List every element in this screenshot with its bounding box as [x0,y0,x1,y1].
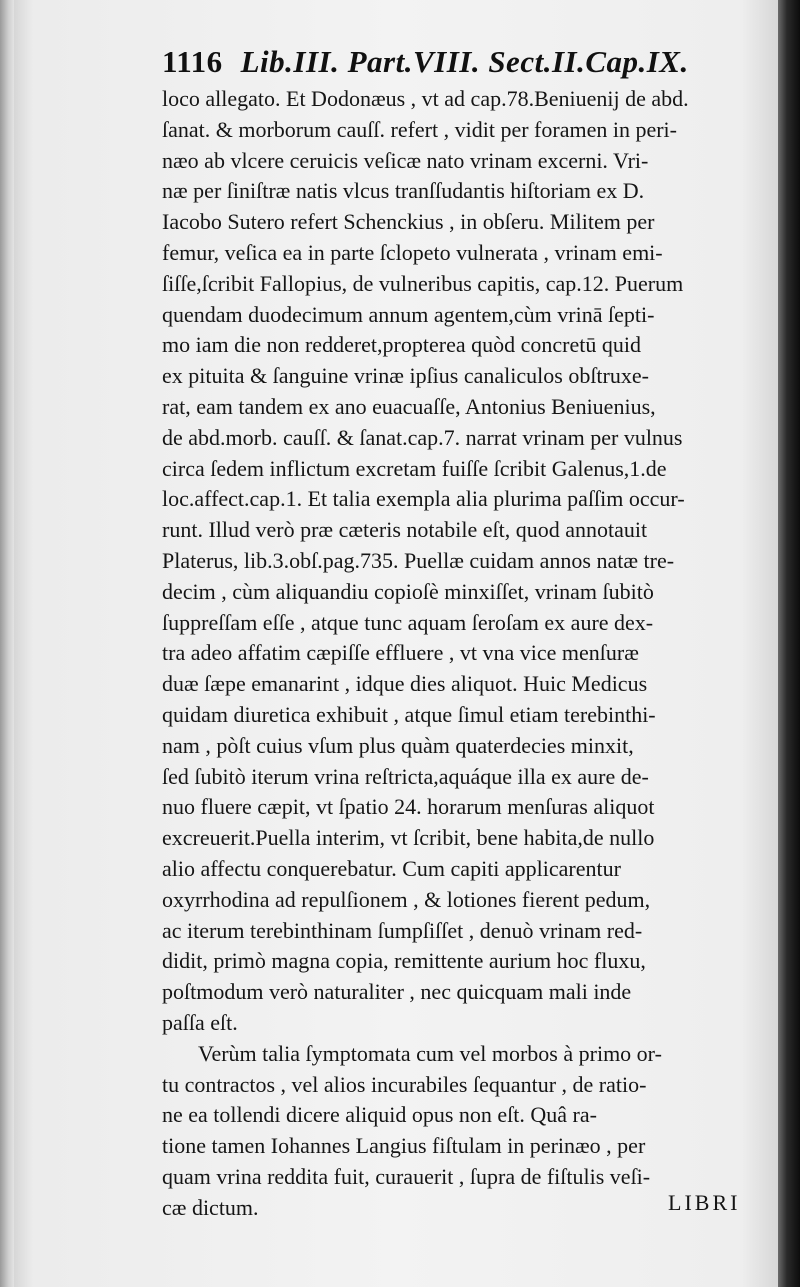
running-title: Lib.III. Part.VIII. Sect.II.Cap.IX. [240,44,689,79]
text-line: quidam diuretica exhibuit , atque ſimul etiam terebinthi- [162,701,656,727]
text-line: tra adeo affatim cæpiſſe effluere , vt vna vice menſuræ [162,640,639,666]
text-line: tione tamen Iohannes Langius fiſtulam in perinæo , per [162,1133,646,1159]
text-line: de abd.morb. cauſſ. & ſanat.cap.7. narrat vrinam per vulnus [162,424,683,450]
text-line: ſiſſe,ſcribit Fallopius, de vulneribus capitis, cap.12. Puerum [162,270,684,296]
text-line: ne ea tollendi dicere aliquid opus non eſt. Quâ ra- [162,1102,597,1128]
text-line: næ per ſiniſtræ natis vlcus tranſſudantis hiſtoriam ex D. [162,178,645,204]
text-line: circa ſedem inflictum excretam fuiſſe ſcribit Galenus,1.de [162,455,667,481]
catchword: LIBRI [668,1190,741,1215]
text-line: næo ab vlcere ceruicis veſicæ nato vrinam excerni. Vri- [162,147,649,173]
text-line: Platerus, lib.3.obſ.pag.735. Puellæ cuidam annos natæ tre- [162,547,675,573]
text-line: ſanat. & morborum cauſſ. refert , vidit per foramen in peri- [162,116,677,142]
text-line: nuo fluere cæpit, vt ſpatio 24. horarum menſuras aliquot [162,794,655,820]
text-line: rat, eam tandem ex ano euacuaſſe, Antonius Beniuenius, [162,393,656,419]
text-line: Verùm talia ſymptomata cum vel morbos à primo or- [198,1040,662,1066]
text-line: poſtmodum verò naturaliter , nec quicquam mali inde [162,979,632,1005]
text-line: didit, primò magna copia, remittente aurium hoc fluxu, [162,948,646,974]
text-line: ac iterum terebinthinam ſumpſiſſet , denuò vrinam red- [162,917,643,943]
body-text [162,84,762,1223]
text-line: duæ ſæpe emanarint , idque dies aliquot. Huic Medicus [162,671,648,697]
text-line: ſuppreſſam eſſe , atque tunc aquam ſeroſam ex aure dex- [162,609,654,635]
text-line: runt. Illud verò præ cæteris notabile eſt, quod annotauit [162,517,648,543]
text-line: loco allegato. Et Dodonæus , vt ad cap.78.Beniuenij de abd. [162,86,689,111]
text-line: ſed ſubitò iterum vrina reſtricta,aquáque illa ex aure de- [162,763,649,789]
text-line: nam , pòſt cuius vſum plus quàm quaterdecies minxit, [162,732,634,758]
text-line: ex pituita & ſanguine vrinæ ipſius canaliculos obſtruxe- [162,363,649,389]
text-line: femur, veſica ea in parte ſclopeto vulnerata , vrinam emi- [162,239,663,265]
text-line: cæ dictum. [162,1194,259,1220]
page-edge-shadow [778,0,800,1287]
text-line: alio affectu conquerebatur. Cum capiti applicarentur [162,855,621,881]
text-line: decim , cùm aliquandiu copioſè minxiſſet, vrinam ſubitò [162,578,654,604]
text-line: Iacobo Sutero refert Schenckius , in obſeru. Militem per [162,209,655,235]
text-line: excreuerit.Puella interim, vt ſcribit, bene habita,de nullo [162,825,655,851]
text-line: loc.affect.cap.1. Et talia exempla alia plurima paſſim occur- [162,486,685,512]
page-gutter [0,0,14,1287]
text-line: mo iam die non redderet,propterea quòd concretū quid [162,332,641,358]
text-line: paſſa eſt. [162,1009,238,1035]
text-line: tu contractos , vel alios incurabiles ſequantur , de ratio- [162,1071,647,1097]
text-line: quam vrina reddita fuit, curauerit , ſupra de fiſtulis veſi- [162,1163,651,1189]
text-line: oxyrrhodina ad repulſionem , & lotiones fierent pedum, [162,886,651,912]
text-line: quendam duodecimum annum agentem,cùm vrinā ſepti- [162,301,655,327]
page-number: 1116 [162,44,223,79]
